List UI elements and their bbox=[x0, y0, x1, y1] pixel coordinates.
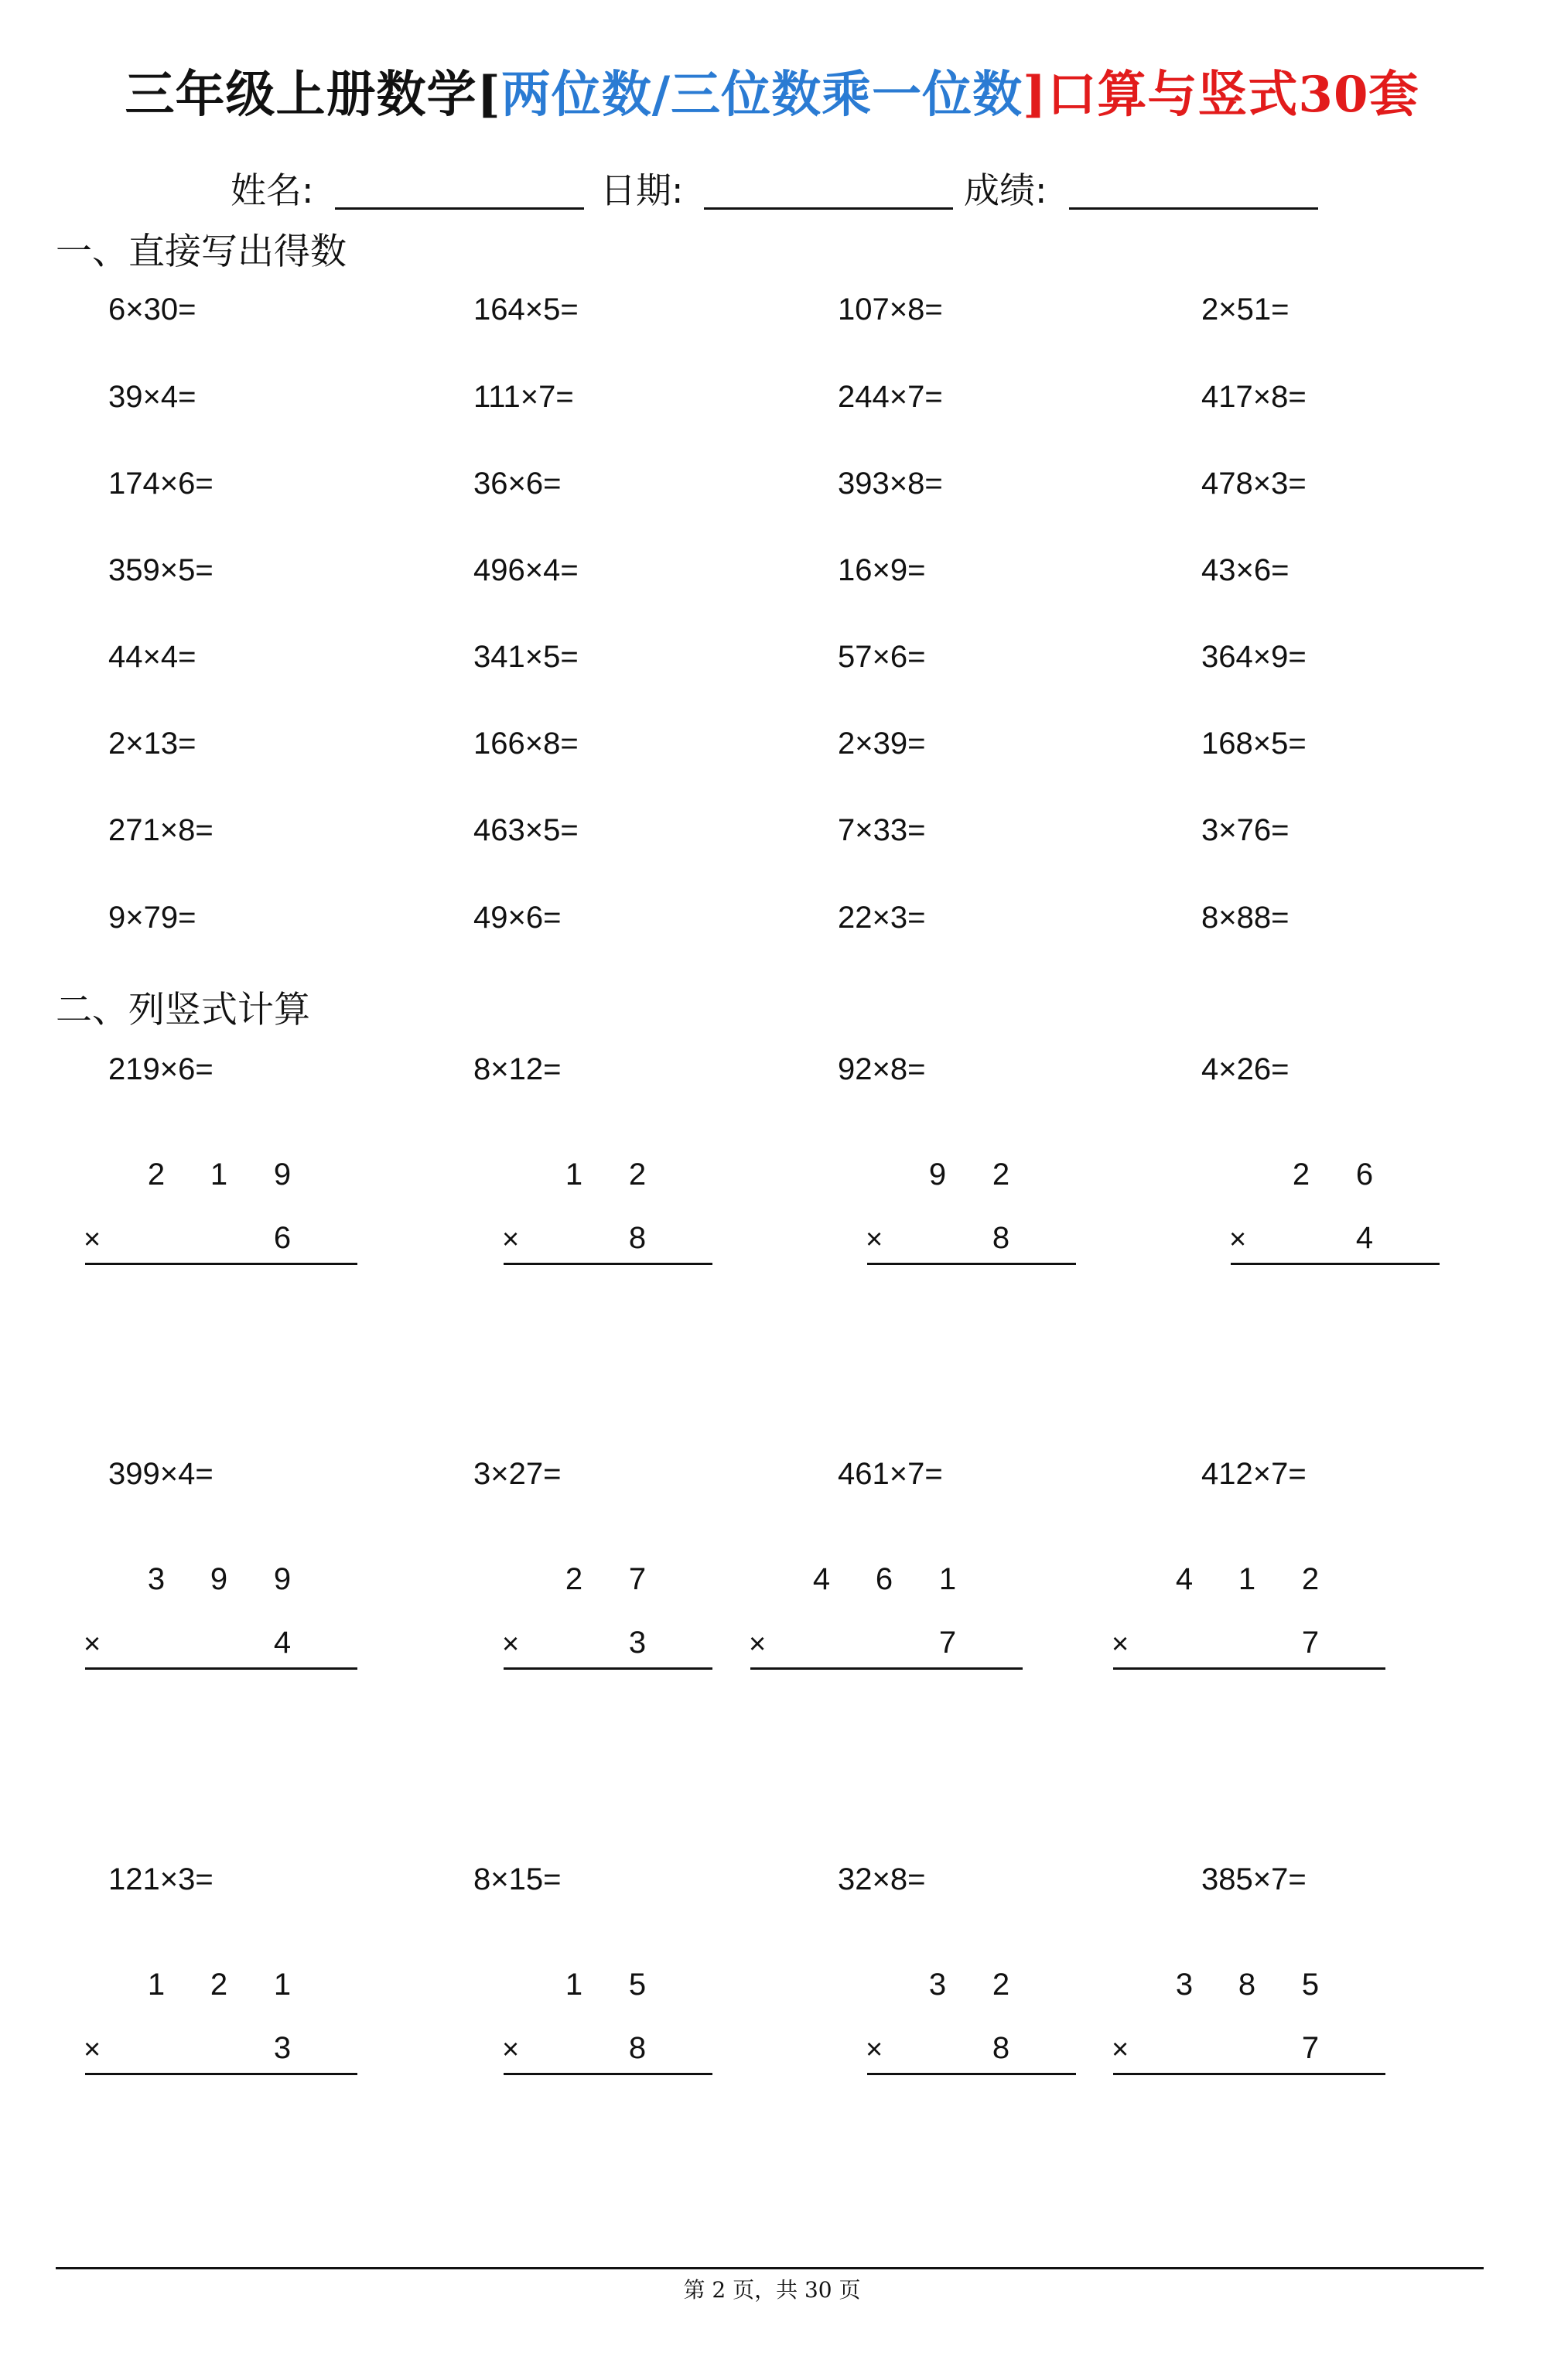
multiplicand-digit: 2 bbox=[1301, 1562, 1320, 1596]
multiplicand-digit: 2 bbox=[628, 1158, 647, 1192]
times-sign: × bbox=[1112, 2033, 1129, 2066]
multiplicand-digit: 3 bbox=[928, 1968, 947, 2002]
answer-underline[interactable] bbox=[1231, 1263, 1440, 1265]
times-sign: × bbox=[749, 1628, 767, 1660]
multiplicand-digit: 9 bbox=[210, 1562, 228, 1596]
answer-underline[interactable] bbox=[504, 2073, 712, 2075]
times-sign: × bbox=[84, 2033, 101, 2066]
multiplicand-digit: 4 bbox=[812, 1562, 831, 1596]
footer-divider bbox=[56, 2267, 1484, 2269]
multiplicand-digit: 4 bbox=[1175, 1562, 1194, 1596]
multiplicand-digit: 2 bbox=[992, 1158, 1010, 1192]
vertical-problem-label: 412×7= bbox=[1201, 1457, 1307, 1491]
mental-problem: 496×4= bbox=[473, 553, 579, 587]
vertical-problem-label: 461×7= bbox=[838, 1457, 943, 1491]
multiplicand-digit: 9 bbox=[928, 1158, 947, 1192]
mental-problem: 417×8= bbox=[1201, 380, 1307, 414]
times-sign: × bbox=[866, 1223, 883, 1256]
vertical-problem-label: 3×27= bbox=[473, 1457, 562, 1491]
multiplicand-digit: 6 bbox=[1355, 1158, 1374, 1192]
multiplier-digit: 6 bbox=[273, 1221, 292, 1255]
vertical-problem-label: 8×12= bbox=[473, 1052, 562, 1086]
multiplier-digit: 7 bbox=[1301, 2031, 1320, 2065]
multiplicand-digit: 1 bbox=[1238, 1562, 1256, 1596]
multiplicand-digit: 2 bbox=[992, 1968, 1010, 2002]
multiplicand-digit: 9 bbox=[273, 1158, 292, 1192]
name-field-line[interactable] bbox=[335, 207, 584, 210]
title-part-black: 三年级上册数学[ bbox=[125, 66, 501, 124]
times-sign: × bbox=[1229, 1223, 1247, 1256]
mental-problem: 478×3= bbox=[1201, 467, 1307, 501]
mental-problem: 359×5= bbox=[108, 553, 213, 587]
mental-problem: 9×79= bbox=[108, 901, 196, 935]
mental-problem: 22×3= bbox=[838, 901, 926, 935]
mental-problem: 364×9= bbox=[1201, 640, 1307, 674]
times-sign: × bbox=[502, 1628, 520, 1660]
vertical-problem-label: 121×3= bbox=[108, 1862, 213, 1896]
times-sign: × bbox=[1112, 1628, 1129, 1660]
score-label: 成绩: bbox=[964, 169, 1047, 211]
times-sign: × bbox=[84, 1223, 101, 1256]
multiplier-digit: 8 bbox=[992, 1221, 1010, 1255]
multiplicand-digit: 3 bbox=[1175, 1968, 1194, 2002]
multiplicand-digit: 1 bbox=[273, 1968, 292, 2002]
mental-problem: 36×6= bbox=[473, 467, 562, 501]
multiplicand-digit: 7 bbox=[628, 1562, 647, 1596]
multiplicand-digit: 1 bbox=[565, 1968, 583, 2002]
multiplicand-digit: 1 bbox=[565, 1158, 583, 1192]
multiplicand-digit: 8 bbox=[1238, 1968, 1256, 2002]
multiplier-digit: 4 bbox=[273, 1626, 292, 1660]
mental-problem: 271×8= bbox=[108, 813, 213, 847]
mental-problem: 7×33= bbox=[838, 813, 926, 847]
answer-underline[interactable] bbox=[85, 1263, 357, 1265]
name-label: 姓名: bbox=[231, 169, 314, 211]
mental-problem: 463×5= bbox=[473, 813, 579, 847]
multiplicand-digit: 2 bbox=[565, 1562, 583, 1596]
mental-problem: 44×4= bbox=[108, 640, 196, 674]
mental-problem: 57×6= bbox=[838, 640, 926, 674]
title-part-blue: 两位数/三位数乘一位数 bbox=[500, 66, 1023, 124]
mental-problem: 2×39= bbox=[838, 727, 926, 761]
multiplicand-digit: 6 bbox=[875, 1562, 893, 1596]
worksheet-title bbox=[0, 60, 1544, 130]
times-sign: × bbox=[502, 1223, 520, 1256]
multiplier-digit: 8 bbox=[628, 1221, 647, 1255]
mental-problem: 8×88= bbox=[1201, 901, 1290, 935]
mental-problem: 43×6= bbox=[1201, 553, 1290, 587]
answer-underline[interactable] bbox=[85, 2073, 357, 2075]
vertical-problem-label: 399×4= bbox=[108, 1457, 213, 1491]
page-number: 第 2 页，共 30 页 bbox=[683, 2277, 861, 2303]
mental-problem: 111×7= bbox=[473, 380, 574, 414]
mental-problem: 49×6= bbox=[473, 901, 562, 935]
mental-problem: 2×51= bbox=[1201, 292, 1290, 327]
section2-heading: 二、列竖式计算 bbox=[56, 989, 310, 1031]
multiplier-digit: 8 bbox=[992, 2031, 1010, 2065]
multiplicand-digit: 5 bbox=[1301, 1968, 1320, 2002]
vertical-problem-label: 92×8= bbox=[838, 1052, 926, 1086]
times-sign: × bbox=[84, 1628, 101, 1660]
multiplier-digit: 7 bbox=[938, 1626, 957, 1660]
date-label: 日期: bbox=[600, 169, 684, 211]
mental-problem: 244×7= bbox=[838, 380, 943, 414]
multiplicand-digit: 2 bbox=[210, 1968, 228, 2002]
multiplier-digit: 7 bbox=[1301, 1626, 1320, 1660]
section1-heading: 一、直接写出得数 bbox=[56, 231, 347, 273]
mental-problem: 107×8= bbox=[838, 292, 943, 327]
mental-problem: 164×5= bbox=[473, 292, 579, 327]
multiplicand-digit: 1 bbox=[210, 1158, 228, 1192]
answer-underline[interactable] bbox=[867, 2073, 1076, 2075]
mental-problem: 341×5= bbox=[473, 640, 579, 674]
vertical-problem-label: 4×26= bbox=[1201, 1052, 1290, 1086]
vertical-problem-label: 385×7= bbox=[1201, 1862, 1307, 1896]
answer-underline[interactable] bbox=[867, 1263, 1076, 1265]
mental-problem: 174×6= bbox=[108, 467, 213, 501]
multiplicand-digit: 2 bbox=[147, 1158, 166, 1192]
answer-underline[interactable] bbox=[1113, 2073, 1385, 2075]
answer-underline[interactable] bbox=[504, 1667, 712, 1670]
multiplier-digit: 4 bbox=[1355, 1221, 1374, 1255]
multiplicand-digit: 3 bbox=[147, 1562, 166, 1596]
multiplicand-digit: 9 bbox=[273, 1562, 292, 1596]
answer-underline[interactable] bbox=[504, 1263, 712, 1265]
answer-underline[interactable] bbox=[85, 1667, 357, 1670]
multiplicand-digit: 1 bbox=[147, 1968, 166, 2002]
vertical-problem-label: 8×15= bbox=[473, 1862, 562, 1896]
mental-problem: 168×5= bbox=[1201, 727, 1307, 761]
mental-problem: 166×8= bbox=[473, 727, 579, 761]
multiplier-digit: 3 bbox=[628, 1626, 647, 1660]
multiplier-digit: 3 bbox=[273, 2031, 292, 2065]
score-field-line[interactable] bbox=[1069, 207, 1318, 210]
answer-underline[interactable] bbox=[750, 1667, 1023, 1670]
mental-problem: 3×76= bbox=[1201, 813, 1290, 847]
mental-problem: 6×30= bbox=[108, 292, 196, 327]
multiplicand-digit: 2 bbox=[1292, 1158, 1310, 1192]
vertical-problem-label: 32×8= bbox=[838, 1862, 926, 1896]
mental-problem: 2×13= bbox=[108, 727, 196, 761]
mental-problem: 16×9= bbox=[838, 553, 926, 587]
mental-problem: 39×4= bbox=[108, 380, 196, 414]
answer-underline[interactable] bbox=[1113, 1667, 1385, 1670]
multiplicand-digit: 1 bbox=[938, 1562, 957, 1596]
multiplier-digit: 8 bbox=[628, 2031, 647, 2065]
multiplicand-digit: 5 bbox=[628, 1968, 647, 2002]
title-part-red: ]口算与竖式30套 bbox=[1023, 66, 1419, 124]
times-sign: × bbox=[502, 2033, 520, 2066]
times-sign: × bbox=[866, 2033, 883, 2066]
mental-problem: 393×8= bbox=[838, 467, 943, 501]
vertical-problem-label: 219×6= bbox=[108, 1052, 213, 1086]
date-field-line[interactable] bbox=[704, 207, 953, 210]
